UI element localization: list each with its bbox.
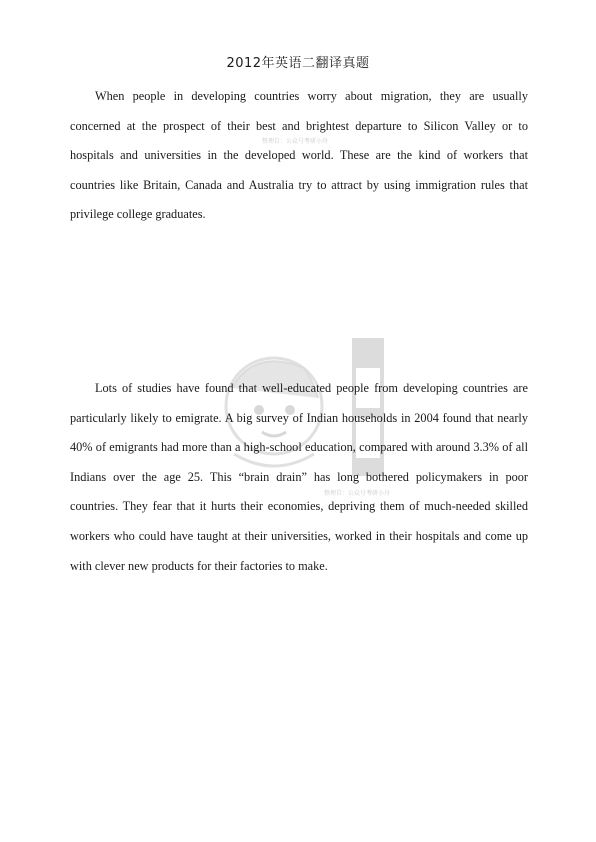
- watermark-text: 整理自：公众号考研小舟: [262, 138, 329, 145]
- watermark-text-2: 整理自：公众号考研小舟: [324, 490, 391, 497]
- paragraph-2: Lots of studies have found that well-educated people from developing countries are particularly likely to emigrate. A big survey of Indian households in 2004 found that nearly 40% of emigrants had more than a high-school education, compared with around 3.3% of all Indians over the age 25. This “brain drain” has long bothered policymakers in poor countries. They fear that it hurts their economies, depriving them of much-needed skilled workers who could have taught at their universities, worked in their hospitals and come up with clever new products for their factories to make.: [70, 381, 528, 573]
- document-title: 2012年英语二翻译真题: [226, 56, 370, 71]
- paragraph-1: When people in developing countries worry about migration, they are usually concerned at the prospect of their best and brightest departure to Silicon Valley or to hospitals and universities in the developed world. These are the kind of workers that countries like Britain, Canada and Australia try to attract by using immigration rules that privilege college graduates.: [70, 89, 528, 222]
